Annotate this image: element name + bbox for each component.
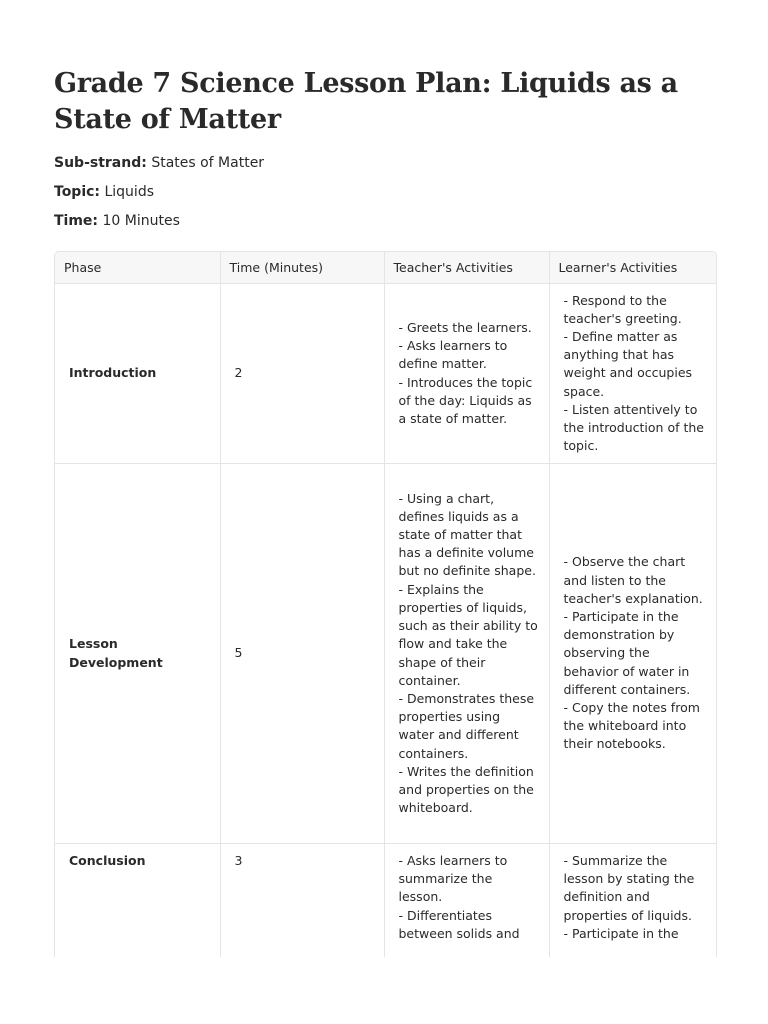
table-header-row	[55, 252, 716, 284]
header-phase: Phase	[55, 252, 220, 284]
time-cell: 2	[220, 284, 384, 464]
header-teacher-activities: Teacher's Activities	[384, 252, 549, 284]
phase-cell: Conclusion	[55, 844, 220, 958]
learner-activities-cell: - Observe the chart and listen to the teacher's explanation. - Participate in the demonstration by observing the behavior of water in different containers. - Copy the notes from the whiteboard into their notebooks.	[549, 464, 716, 844]
time-value: 10 Minutes	[102, 213, 180, 229]
sub-strand-label: Sub-strand:	[54, 155, 147, 171]
learner-activities-cell: - Respond to the teacher's greeting. - Define matter as anything that has weight and occupies space. - Listen attentively to the introduction of the topic.	[549, 284, 716, 464]
teacher-activities-cell: - Using a chart, defines liquids as a state of matter that has a definite volume but no definite shape. - Explains the properties of liquids, such as their ability to flow and take the shape of their container. - Demonstrates these properties using water and different containers. - Writes the definition and properties on the whiteboard.	[384, 464, 549, 844]
topic-line	[54, 182, 154, 202]
phase-cell: Lesson Development	[55, 464, 220, 844]
time-label: Time:	[54, 213, 99, 229]
topic-label: Topic:	[54, 184, 101, 200]
table-row	[55, 464, 716, 844]
topic-value: Liquids	[104, 184, 155, 200]
sub-strand-line	[54, 153, 264, 173]
time-cell: 3	[220, 844, 384, 958]
header-learner-activities: Learner's Activities	[549, 252, 716, 284]
table-row	[55, 284, 716, 464]
page-title: Grade 7 Science Lesson Plan: Liquids as a State of Matter	[54, 68, 678, 135]
teacher-activities-cell: - Greets the learners. - Asks learners to define matter. - Introduces the topic of the day: Liquids as a state of matter.	[384, 284, 549, 464]
header-time: Time (Minutes)	[220, 252, 384, 284]
learner-activities-cell: - Summarize the lesson by stating the definition and properties of liquids. - Participate in the	[549, 844, 716, 958]
time-line	[54, 211, 180, 231]
sub-strand-value: States of Matter	[151, 155, 265, 171]
phase-cell: Introduction	[55, 284, 220, 464]
teacher-activities-cell: - Asks learners to summarize the lesson. - Differentiates between solids and	[384, 844, 549, 958]
table-row	[55, 844, 716, 958]
lesson-plan-table	[55, 252, 716, 957]
time-cell: 5	[220, 464, 384, 844]
lesson-plan-table-container	[54, 251, 717, 957]
